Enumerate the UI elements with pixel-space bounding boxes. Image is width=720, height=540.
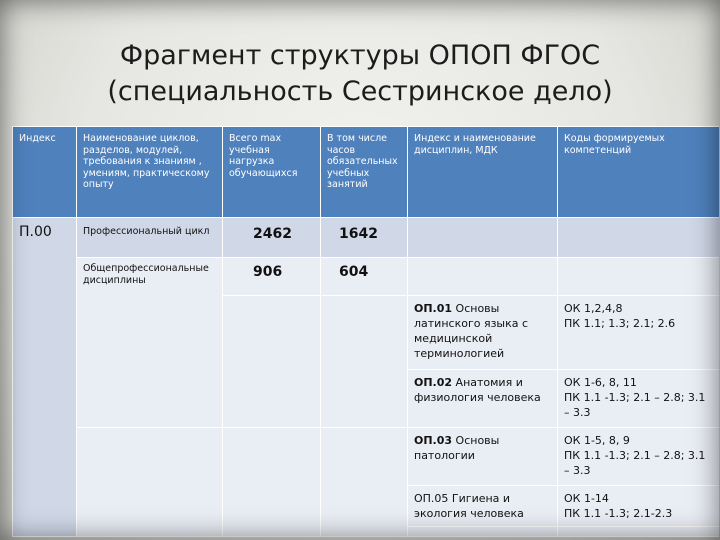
general-discipline-empty	[408, 258, 558, 296]
discipline-name: Анатомия и физиология человека	[414, 376, 541, 404]
structure-table-container	[12, 126, 719, 538]
discipline-code: ОП.05	[414, 492, 449, 505]
table-header-row	[13, 127, 720, 218]
header-mandatory: В том числе часов обязательных учебных занятий	[321, 127, 408, 218]
discipline-code: ОП.03	[414, 434, 453, 447]
discipline-op01	[408, 296, 558, 370]
slide-title	[0, 38, 720, 110]
discipline-name: Основы патологии	[414, 434, 500, 462]
blank-cell	[223, 296, 321, 428]
blank-cell	[408, 527, 558, 537]
header-competencies: Коды формируемых компетенций	[558, 127, 720, 218]
discipline-name: Основы латинского языка с медицинской терминологией	[414, 302, 529, 360]
cycle-max-load: 2462	[223, 218, 321, 258]
competencies-op03: ОК 1-5, 8, 9 ПК 1.1 -1.3; 2.1 – 2.8; 3.1 – 3.3	[558, 428, 720, 486]
cycle-mandatory: 1642	[321, 218, 408, 258]
cycle-index: П.00	[13, 218, 77, 537]
title-line-2: (специальность Сестринское дело)	[107, 76, 613, 107]
header-name: Наименование циклов, разделов, модулей, требования к знаниям , умениям, практическому опыту	[77, 127, 223, 218]
discipline-code: ОП.01	[414, 302, 453, 315]
discipline-op02	[408, 370, 558, 428]
cycle-competencies-empty	[558, 218, 720, 258]
discipline-op03	[408, 428, 558, 486]
discipline-code: ОП.02	[414, 376, 453, 389]
general-competencies-empty	[558, 258, 720, 296]
table-row	[13, 258, 720, 296]
table-row	[13, 218, 720, 258]
blank-cell	[223, 428, 321, 537]
blank-cell	[321, 296, 408, 428]
structure-table	[12, 126, 719, 537]
discipline-op05	[408, 486, 558, 527]
blank-cell	[558, 527, 720, 537]
header-max-load: Всего max учебная нагрузка обучающихся	[223, 127, 321, 218]
cycle-name: Профессиональный цикл	[77, 218, 223, 258]
discipline-name: Гигиена и экология человека	[414, 492, 524, 520]
competencies-op05: ОК 1-14 ПК 1.1 -1.3; 2.1-2.3	[558, 486, 720, 527]
cycle-discipline-empty	[408, 218, 558, 258]
competencies-op01: ОК 1,2,4,8 ПК 1.1; 1.3; 2.1; 2.6	[558, 296, 720, 370]
title-line-1: Фрагмент структуры ОПОП ФГОС	[119, 40, 601, 71]
blank-cell	[77, 428, 223, 537]
competencies-op02: ОК 1-6, 8, 11 ПК 1.1 -1.3; 2.1 – 2.8; 3.1 – 3.3	[558, 370, 720, 428]
blank-cell	[321, 428, 408, 537]
header-index: Индекс	[13, 127, 77, 218]
general-name: Общепрофессиональные дисциплины	[77, 258, 223, 428]
general-max-load: 906	[223, 258, 321, 296]
header-discipline: Индекс и наименование дисциплин, МДК	[408, 127, 558, 218]
general-mandatory: 604	[321, 258, 408, 296]
table-row	[13, 428, 720, 486]
